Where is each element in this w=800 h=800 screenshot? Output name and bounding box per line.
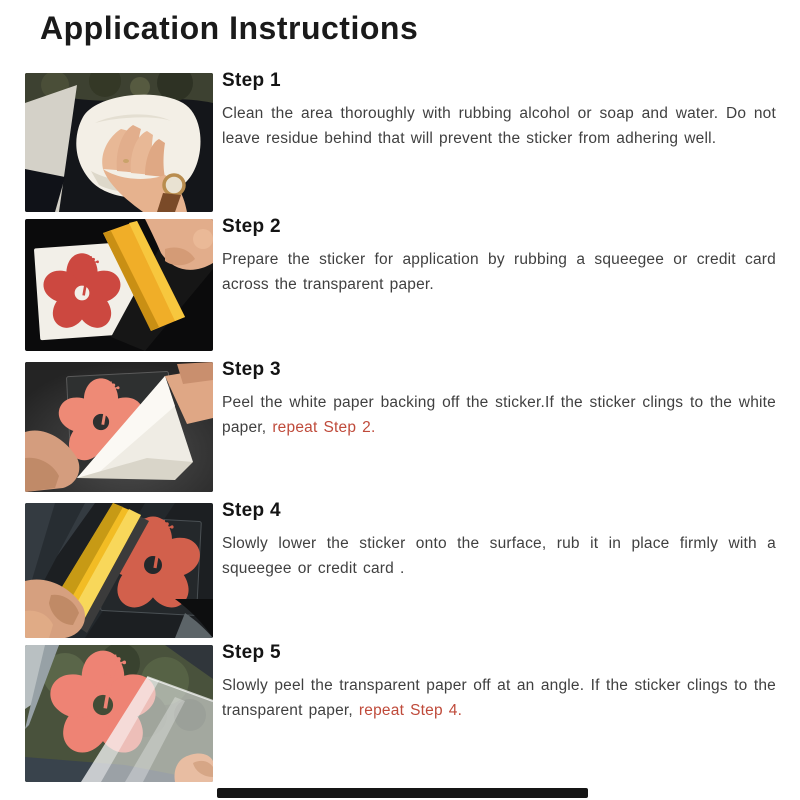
step-row-5 bbox=[0, 640, 800, 785]
peel-backing-photo bbox=[25, 362, 213, 492]
step5-red-text: repeat Step 4. bbox=[358, 702, 463, 719]
step4-text bbox=[222, 500, 776, 581]
step-row-1 bbox=[0, 68, 800, 213]
step2-photo bbox=[25, 219, 213, 351]
step1-photo bbox=[25, 73, 213, 212]
apply-sticker-photo bbox=[25, 503, 213, 638]
page-title: Application Instructions bbox=[40, 10, 419, 46]
step3-heading: Step 3 bbox=[222, 359, 281, 380]
step3-photo bbox=[25, 362, 213, 492]
peel-transparent-photo bbox=[25, 645, 213, 782]
step1-heading: Step 1 bbox=[222, 70, 281, 91]
step-row-4 bbox=[0, 498, 800, 643]
step1-text bbox=[222, 70, 776, 151]
step5-text bbox=[222, 642, 776, 723]
step1-body: Clean the area thoroughly with rubbing alcohol or soap and water. Do not leave residue behind that will prevent the sticker from adhering well. bbox=[222, 105, 776, 147]
bottom-bar bbox=[217, 788, 588, 798]
step3-text bbox=[222, 359, 776, 440]
step2-heading: Step 2 bbox=[222, 216, 281, 237]
step5-body: Slowly peel the transparent paper off at an angle. If the sticker clings to the transparent paper, repeat Step 4. bbox=[222, 677, 776, 719]
clean-surface-photo bbox=[25, 73, 213, 212]
step3-red-text: repeat Step 2. bbox=[272, 419, 376, 436]
step4-photo bbox=[25, 503, 213, 638]
step-row-2 bbox=[0, 214, 800, 359]
step5-photo bbox=[25, 645, 213, 782]
step4-heading: Step 4 bbox=[222, 500, 281, 521]
step3-body: Peel the white paper backing off the sticker.If the sticker clings to the white paper, repeat Step 2. bbox=[222, 394, 776, 436]
squeegee-sticker-photo bbox=[25, 219, 213, 351]
step2-body: Prepare the sticker for application by rubbing a squeegee or credit card across the transparent paper. bbox=[222, 251, 776, 293]
step4-body: Slowly lower the sticker onto the surface, rub it in place firmly with a squeegee or credit card . bbox=[222, 535, 776, 577]
step-row-3 bbox=[0, 357, 800, 502]
step2-text bbox=[222, 216, 776, 297]
step5-heading: Step 5 bbox=[222, 642, 281, 663]
